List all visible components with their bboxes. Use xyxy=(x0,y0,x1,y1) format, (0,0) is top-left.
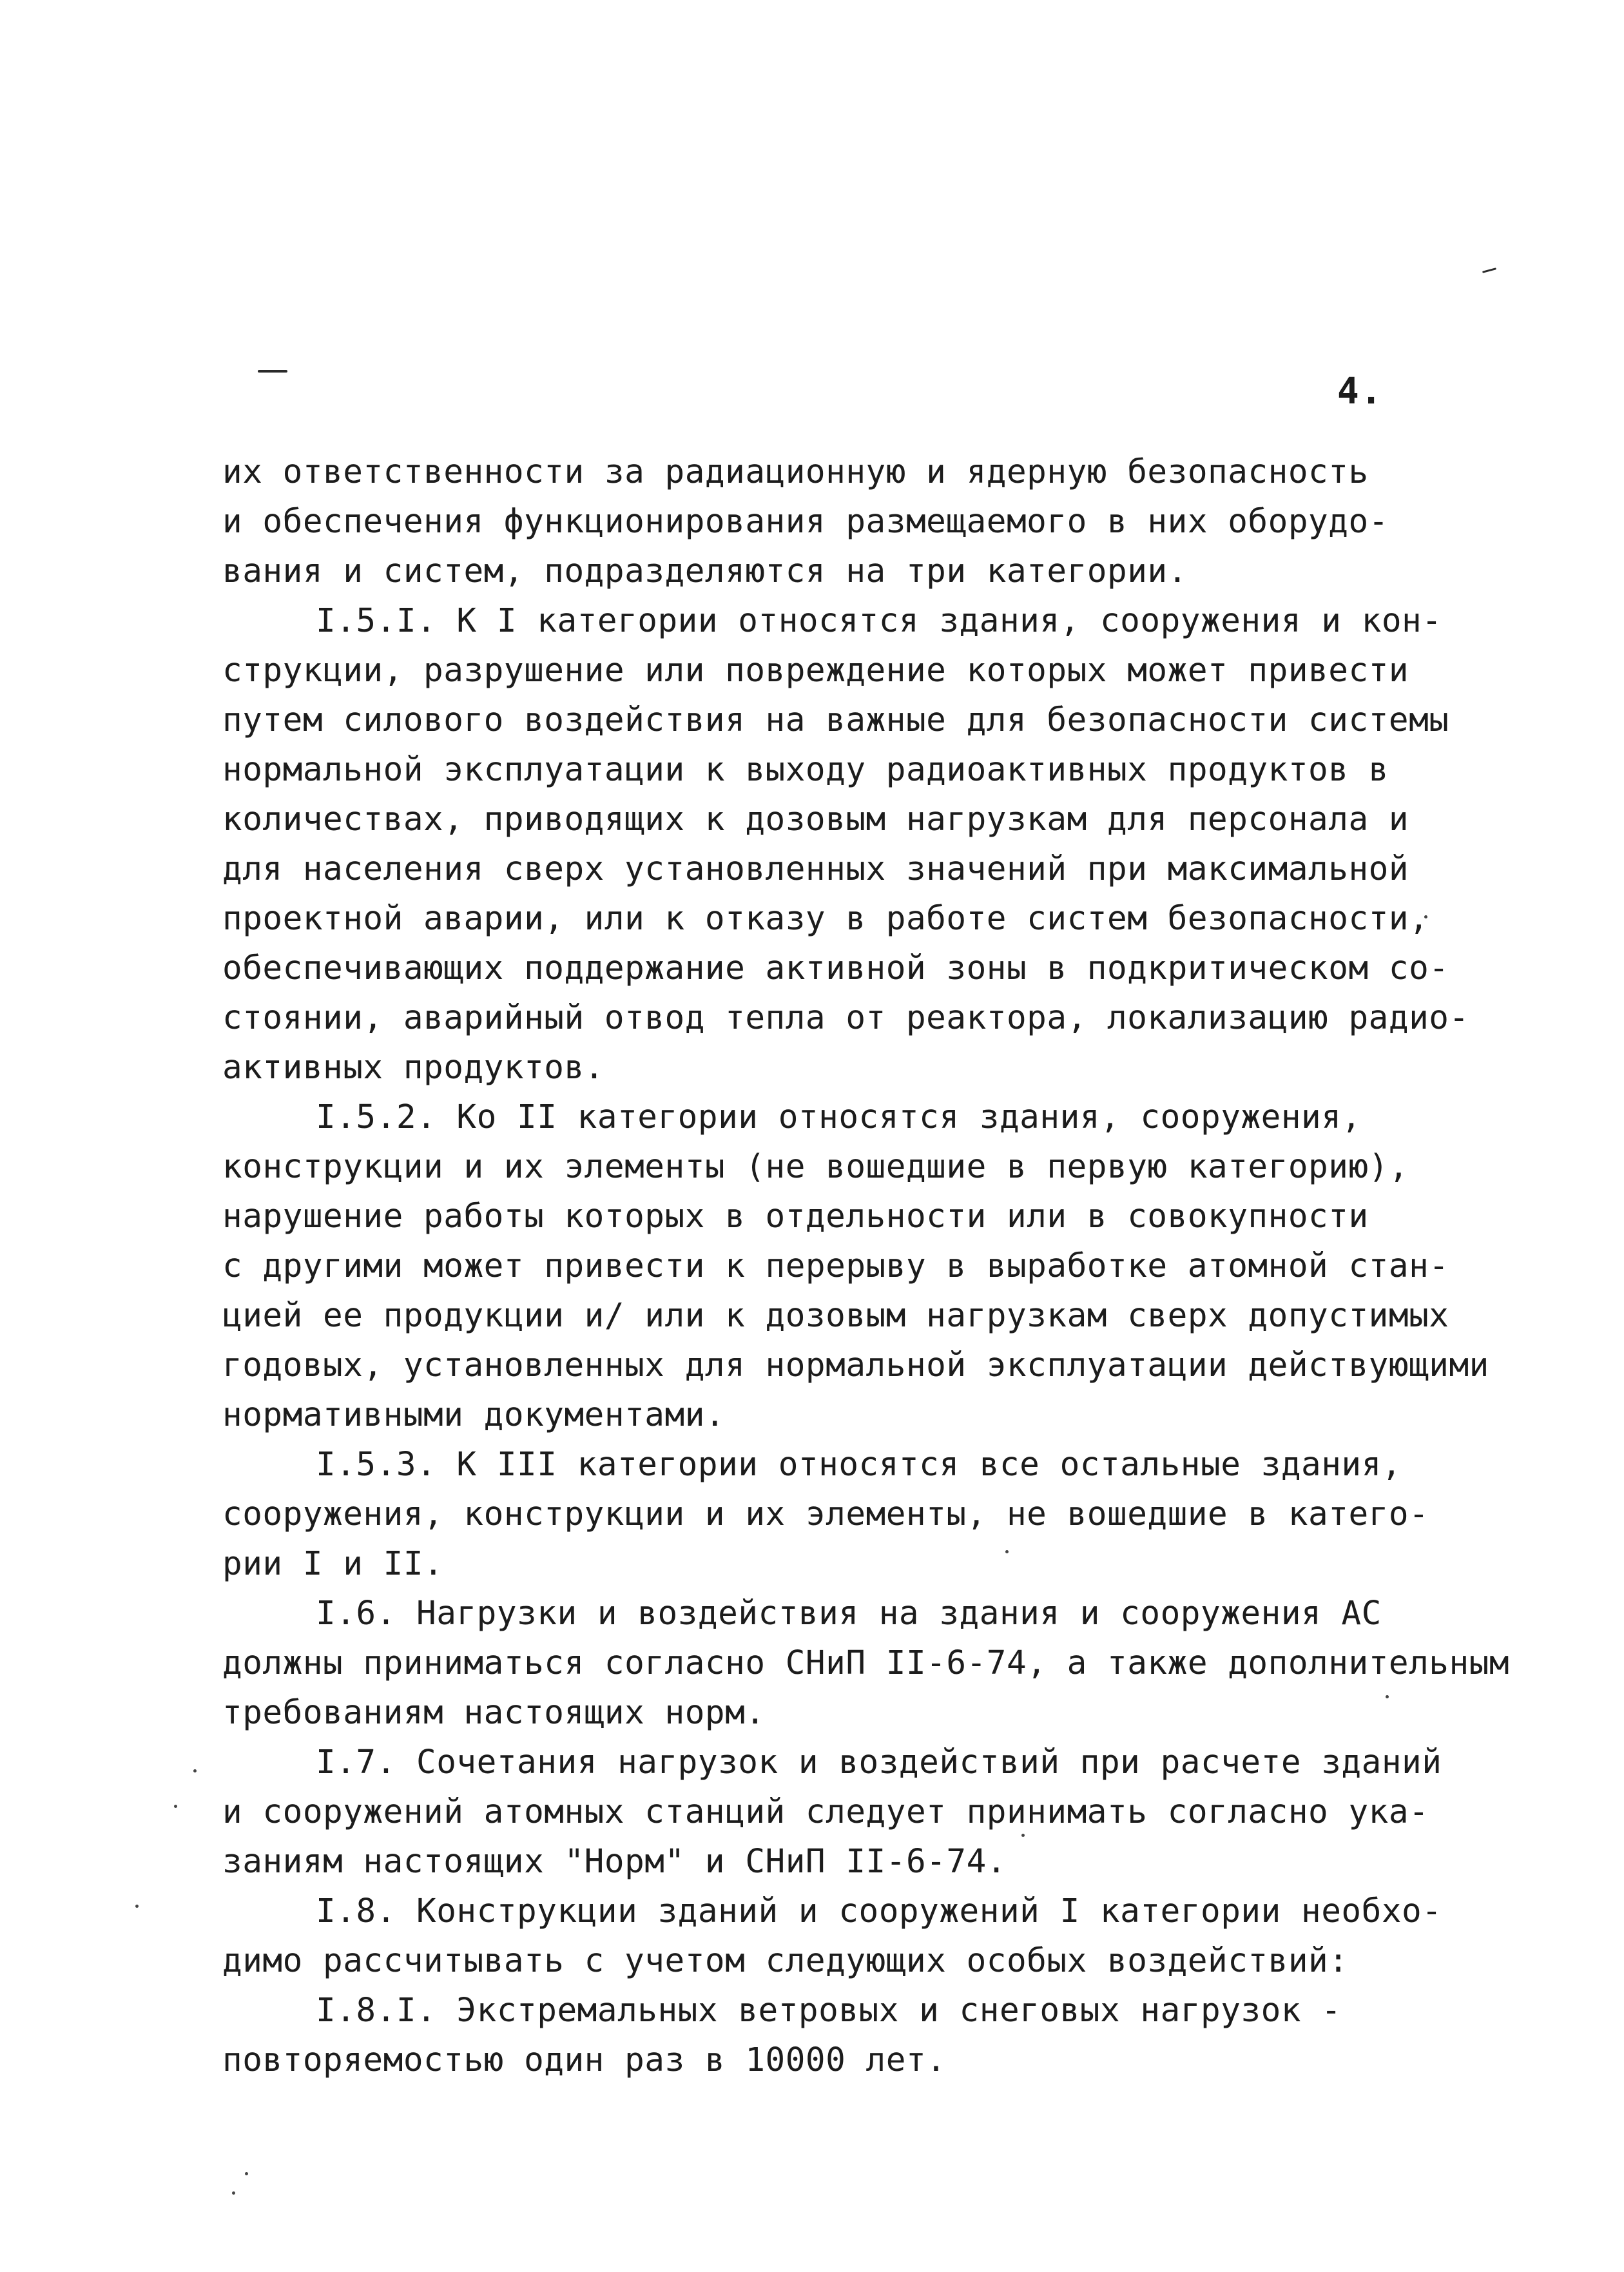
scan-speck xyxy=(1021,1834,1025,1837)
scan-speck xyxy=(1005,1550,1009,1553)
text-line: путем силового воздействия на важные для безопасности системы xyxy=(222,701,1449,739)
text-line: активных продуктов. xyxy=(222,1049,604,1087)
text-line: I.5.I. К I категории относятся здания, сооружения и кон- xyxy=(316,602,1442,640)
text-line: заниям настоящих "Норм" и СНиП II-6-74. xyxy=(222,1843,1007,1881)
text-line: I.8. Конструкции зданий и сооружений I категории необхо- xyxy=(316,1892,1442,1930)
text-line: с другими может привести к перерыву в выработке атомной стан- xyxy=(222,1247,1449,1285)
scan-speck xyxy=(174,1805,177,1808)
scan-speck xyxy=(135,1905,139,1908)
scan-speck xyxy=(245,2172,248,2175)
scan-speck xyxy=(1386,1695,1389,1698)
text-line: I.5.2. Ко II категории относятся здания, сооружения, xyxy=(316,1098,1362,1136)
text-line: I.6. Нагрузки и воздействия на здания и сооружения АС xyxy=(316,1595,1382,1633)
scan-speck xyxy=(193,1769,197,1772)
text-line: сооружения, конструкции и их элементы, не вошедшие в катего- xyxy=(222,1495,1429,1533)
text-line: и сооружений атомных станций следует принимать согласно ука- xyxy=(222,1793,1429,1831)
text-line: повторяемостью один раз в 10000 лет. xyxy=(222,2041,947,2079)
page-number: 4. xyxy=(1337,371,1384,413)
scan-mark xyxy=(258,370,287,373)
text-line: цией ее продукции и/ или к дозовым нагрузкам сверх допустимых xyxy=(222,1297,1449,1335)
text-line: димо рассчитывать с учетом следующих особых воздействий: xyxy=(222,1942,1349,1980)
text-line: обеспечивающих поддержание активной зоны в подкритическом со- xyxy=(222,949,1449,987)
text-line: количествах, приводящих к дозовым нагрузкам для персонала и xyxy=(222,801,1409,839)
text-line: их ответственности за радиационную и ядерную безопасность xyxy=(222,453,1369,491)
scan-speck xyxy=(232,2191,235,2195)
text-line: рии I и II. xyxy=(222,1545,444,1583)
scan-mark xyxy=(1482,267,1496,273)
text-line: нормальной эксплуатации к выходу радиоактивных продуктов в xyxy=(222,751,1389,789)
text-line: проектной аварии, или к отказу в работе систем безопасности, xyxy=(222,900,1429,938)
text-line: конструкции и их элементы (не вошедшие в первую категорию), xyxy=(222,1148,1409,1186)
text-line: вания и систем, подразделяются на три категории. xyxy=(222,552,1188,590)
text-line: должны приниматься согласно СНиП II-6-74, а также дополнительным xyxy=(222,1644,1510,1682)
text-line: I.5.3. К III категории относятся все остальные здания, xyxy=(316,1446,1402,1484)
text-line: для населения сверх установленных значений при максимальной xyxy=(222,850,1409,888)
text-line: I.8.I. Экстремальных ветровых и снеговых нагрузок - xyxy=(316,1992,1342,2030)
text-line: годовых, установленных для нормальной эксплуатации действующими xyxy=(222,1346,1489,1384)
text-line: I.7. Сочетания нагрузок и воздействий при расчете зданий xyxy=(316,1743,1442,1782)
text-line: нарушение работы которых в отдельности или в совокупности xyxy=(222,1198,1369,1236)
text-line: требованиям настоящих норм. xyxy=(222,1694,766,1732)
text-line: струкции, разрушение или повреждение которых может привести xyxy=(222,652,1409,690)
text-line: нормативными документами. xyxy=(222,1396,726,1434)
text-line: стоянии, аварийный отвод тепла от реактора, локализацию радио- xyxy=(222,999,1469,1037)
text-line: и обеспечения функционирования размещаемого в них оборудо- xyxy=(222,503,1389,541)
